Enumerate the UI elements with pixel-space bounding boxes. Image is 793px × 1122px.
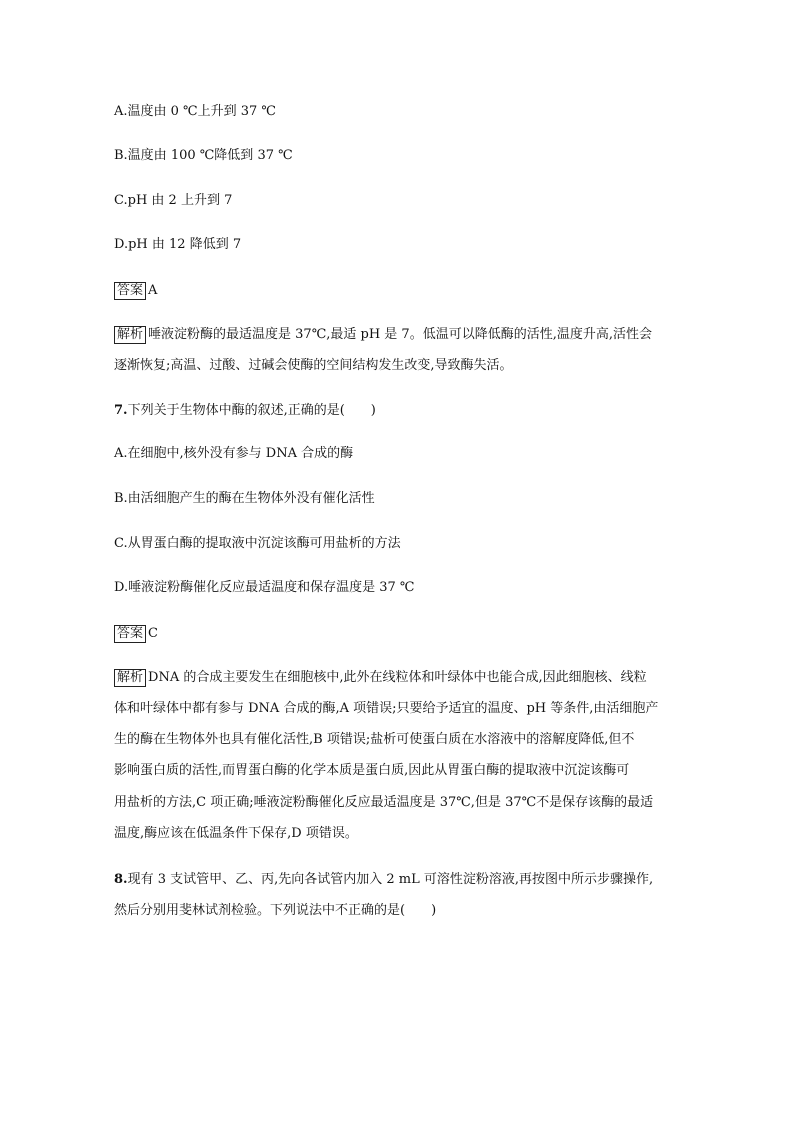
q7-stem <box>114 403 376 419</box>
q7-analysis-line-1 <box>114 669 647 687</box>
q8-stem-line-2: 然后分别用斐林试剂检验。下列说法中不正确的是( ) <box>114 903 437 918</box>
q6-option-c: C.pH 由 2 上升到 7 <box>114 193 233 208</box>
q8-stem-line-1 <box>114 872 653 888</box>
q7-analysis-line-6: 温度,酶应该在低温条件下保存,D 项错误。 <box>114 826 358 841</box>
q7-analysis-line-2: 体和叶绿体中都有参与 DNA 合成的酶,A 项错误;只要给予适宜的温度、pH 等条件,由活细胞产 <box>114 701 659 716</box>
question-number: 8. <box>114 872 128 887</box>
analysis-tag: 解析 <box>114 669 146 687</box>
answer-tag: 答案 <box>114 625 146 643</box>
q6-answer <box>114 282 157 300</box>
question-stem: 现有 3 支试管甲、乙、丙,先向各试管内加入 2 mL 可溶性淀粉溶液,再按图中所示步骤操作, <box>127 872 654 887</box>
q6-analysis-line-2: 逐渐恢复;高温、过酸、过碱会使酶的空间结构发生改变,导致酶失活。 <box>114 358 513 373</box>
analysis-tag: 解析 <box>114 326 146 344</box>
analysis-text: DNA 的合成主要发生在细胞核中,此外在线粒体和叶绿体中也能合成,因此细胞核、线粒 <box>148 670 647 685</box>
q7-option-d: D.唾液淀粉酶催化反应最适温度和保存温度是 37 ℃ <box>114 580 415 595</box>
q7-option-b: B.由活细胞产生的酶在生物体外没有催化活性 <box>114 491 375 506</box>
answer-value: A <box>148 283 158 298</box>
answer-tag: 答案 <box>114 282 146 300</box>
question-number: 7. <box>114 403 128 418</box>
answer-value: C <box>148 626 158 641</box>
q7-answer <box>114 625 158 643</box>
q7-option-c: C.从胃蛋白酶的提取液中沉淀该酶可用盐析的方法 <box>114 536 401 551</box>
q6-analysis-line-1 <box>114 326 652 344</box>
q7-analysis-line-3: 生的酶在生物体外也具有催化活性,B 项错误;盐析可使蛋白质在水溶液中的溶解度降低,但不 <box>114 732 635 747</box>
q7-analysis-line-4: 影响蛋白质的活性,而胃蛋白酶的化学本质是蛋白质,因此从胃蛋白酶的提取液中沉淀该酶可 <box>114 763 630 778</box>
analysis-text: 唾液淀粉酶的最适温度是 37℃,最适 pH 是 7。低温可以降低酶的活性,温度升高,活性会 <box>148 327 652 342</box>
question-stem: 下列关于生物体中酶的叙述,正确的是( ) <box>127 403 376 418</box>
q7-analysis-line-5: 用盐析的方法,C 项正确;唾液淀粉酶催化反应最适温度是 37℃,但是 37℃不是保存该酶的最适 <box>114 795 654 810</box>
q6-option-b: B.温度由 100 ℃降低到 37 ℃ <box>114 148 293 163</box>
q7-option-a: A.在细胞中,核外没有参与 DNA 合成的酶 <box>114 446 354 461</box>
q6-option-a: A.温度由 0 ℃上升到 37 ℃ <box>114 104 276 119</box>
q6-option-d: D.pH 由 12 降低到 7 <box>114 237 242 252</box>
